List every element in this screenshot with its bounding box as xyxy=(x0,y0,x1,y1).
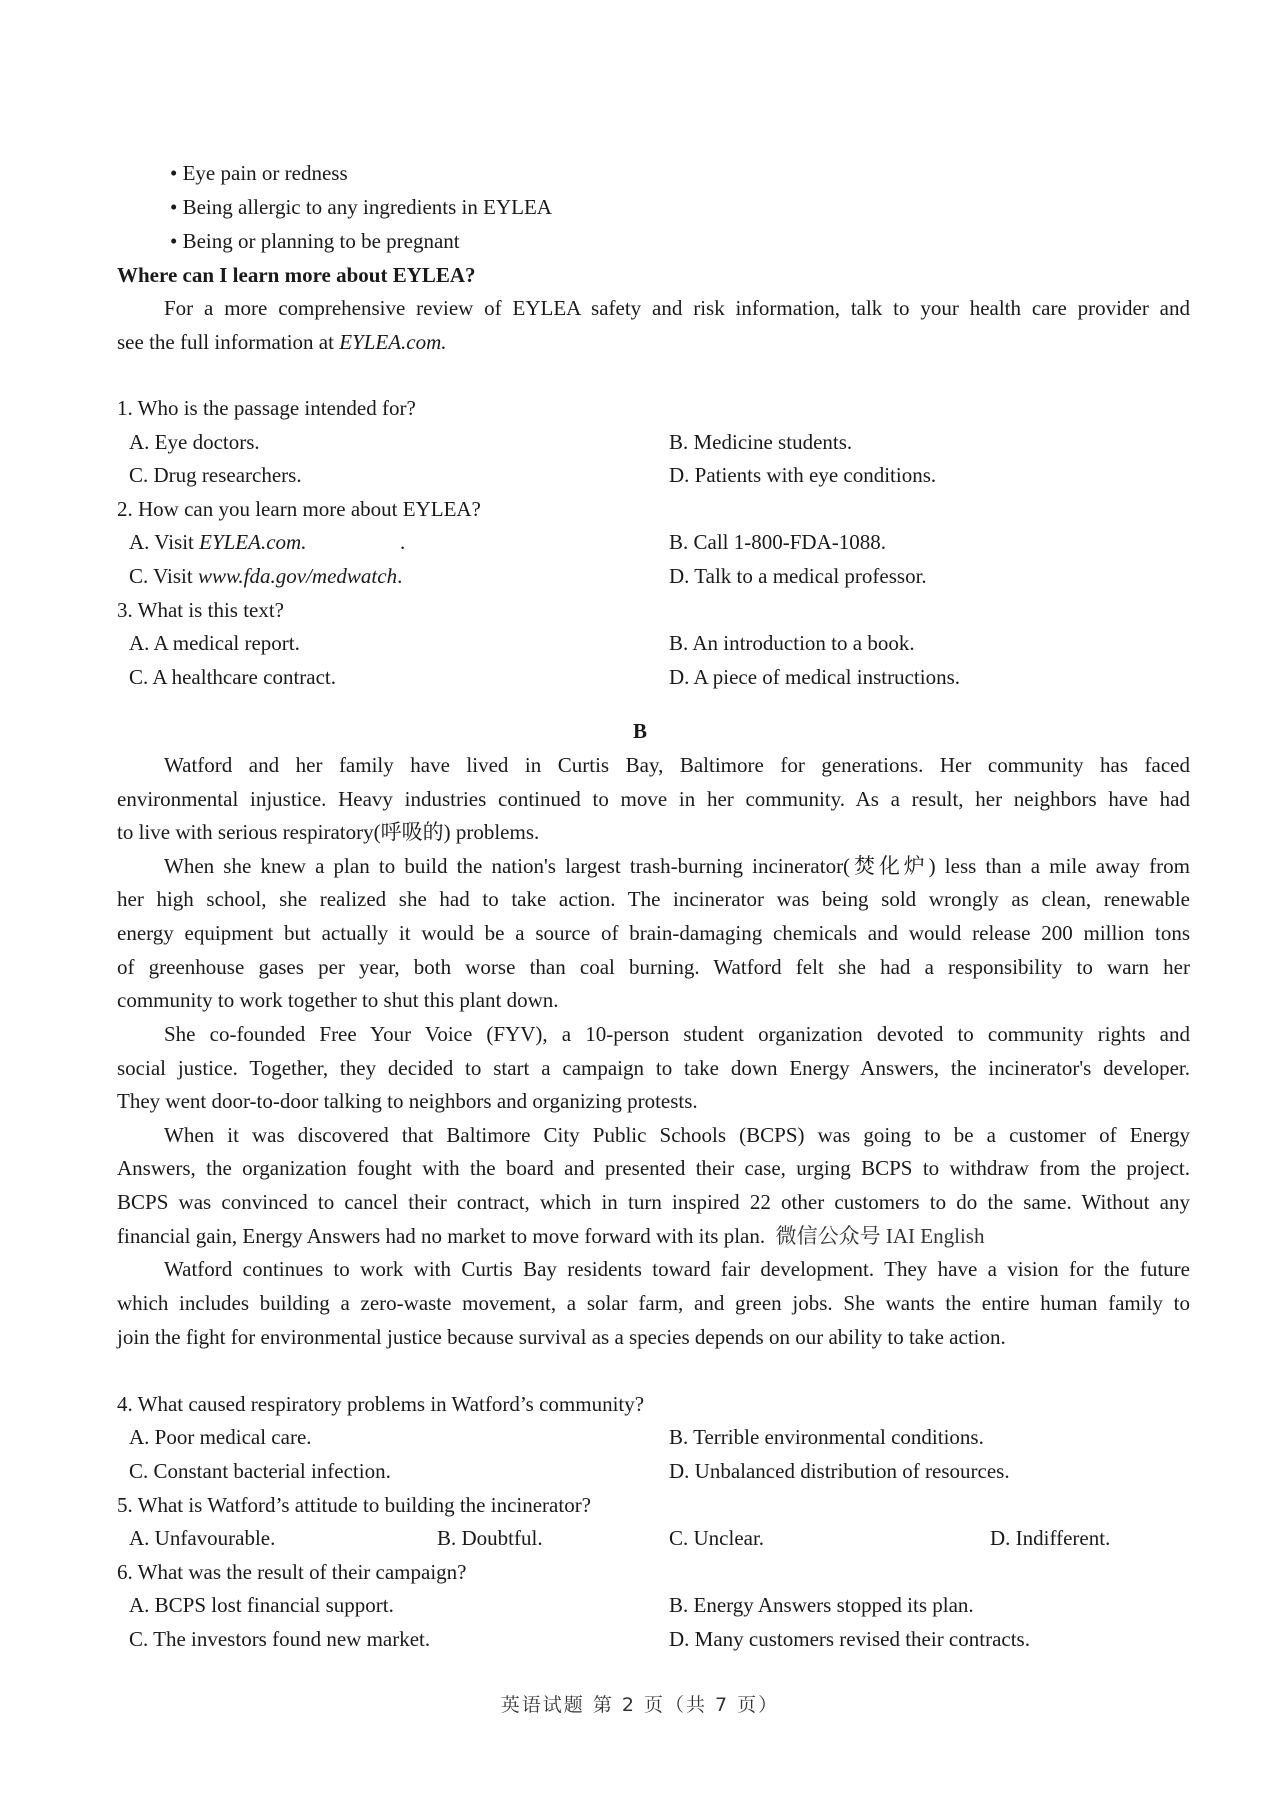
paragraph-line: Watford and her family have lived in Curtis Bay, Baltimore for generations. Her community has faced xyxy=(164,753,1190,777)
paragraph-line: Answers, the organization fought with the board and presented their case, urging BCPS to withdraw from the project. xyxy=(117,1156,1190,1180)
option-b[interactable]: B. Doubtful. xyxy=(437,1526,543,1550)
paragraph-line: to live with serious respiratory(呼吸的) problems. xyxy=(117,820,540,844)
option-c[interactable]: C. The investors found new market. xyxy=(129,1627,431,1651)
paragraph-text: see the full information at xyxy=(117,330,340,354)
paragraph-line: her high school, she realized she had to take action. The incinerator was being sold wrongly as clean, renewable xyxy=(117,887,1190,911)
bullet-item: • Eye pain or redness xyxy=(170,161,348,185)
question-stem: 5. What is Watford’s attitude to building the incinerator? xyxy=(117,1493,592,1517)
paragraph-line: She co-founded Free Your Voice (FYV), a 10-person student organization devoted to community rights and xyxy=(164,1022,1190,1046)
option-a[interactable]: A. Poor medical care. xyxy=(129,1425,312,1449)
option-c[interactable]: C. Drug researchers. xyxy=(129,463,302,487)
paragraph-line xyxy=(117,330,447,354)
question-stem: 1. Who is the passage intended for? xyxy=(117,396,416,420)
paragraph-line: environmental injustice. Heavy industries continued to move in her community. As a result, her neighbors have had xyxy=(117,787,1190,811)
option-d[interactable]: D. Patients with eye conditions. xyxy=(669,463,937,487)
option-d[interactable]: D. A piece of medical instructions. xyxy=(669,665,961,689)
option-c[interactable]: C. A healthcare contract. xyxy=(129,665,336,689)
question-stem: 2. How can you learn more about EYLEA? xyxy=(117,497,481,521)
stray-period: . xyxy=(400,530,406,554)
option-a[interactable]: A. Unfavourable. xyxy=(129,1526,276,1550)
option-a[interactable] xyxy=(129,530,306,554)
bullet-item: • Being or planning to be pregnant xyxy=(170,229,460,253)
paragraph-line xyxy=(117,1224,984,1248)
option-d[interactable]: D. Unbalanced distribution of resources. xyxy=(669,1459,1010,1483)
paragraph-line: Watford continues to work with Curtis Bay residents toward fair development. They have a vision for the future xyxy=(164,1257,1190,1281)
option-d[interactable]: D. Indifferent. xyxy=(990,1526,1111,1550)
paragraph-line: of greenhouse gases per year, both worse than coal burning. Watford felt she had a responsibility to warn her xyxy=(117,955,1190,979)
option-b[interactable]: B. Call 1-800-FDA-1088. xyxy=(669,530,886,554)
question-stem: 3. What is this text? xyxy=(117,598,285,622)
option-text: . xyxy=(397,564,403,588)
option-b[interactable]: B. Terrible environmental conditions. xyxy=(669,1425,984,1449)
section-heading: Where can I learn more about EYLEA? xyxy=(117,263,476,287)
paragraph-line: When it was discovered that Baltimore City Public Schools (BCPS) was going to be a customer of Energy xyxy=(164,1123,1190,1147)
bullet-item: • Being allergic to any ingredients in EYLEA xyxy=(170,195,552,219)
paragraph-line: community to work together to shut this plant down. xyxy=(117,988,559,1012)
option-a[interactable]: A. Eye doctors. xyxy=(129,430,260,454)
paragraph-line: join the fight for environmental justice because survival as a species depends on our ability to take action. xyxy=(117,1325,1006,1349)
option-link: EYLEA.com. xyxy=(199,530,307,554)
paragraph-line: When she knew a plan to build the nation's largest trash-burning incinerator(焚化炉) less than a mile away from xyxy=(164,854,1190,878)
option-b[interactable]: B. Medicine students. xyxy=(669,430,853,454)
option-link: www.fda.gov/medwatch xyxy=(197,564,398,588)
option-a[interactable]: A. BCPS lost financial support. xyxy=(129,1593,394,1617)
option-c[interactable]: C. Constant bacterial infection. xyxy=(129,1459,391,1483)
website-link: EYLEA.com. xyxy=(339,330,447,354)
option-b[interactable]: B. An introduction to a book. xyxy=(669,631,915,655)
option-c[interactable]: C. Unclear. xyxy=(669,1526,765,1550)
paragraph-text: financial gain, Energy Answers had no market to move forward with its plan. xyxy=(117,1224,766,1248)
option-d[interactable]: D. Talk to a medical professor. xyxy=(669,564,927,588)
question-stem: 6. What was the result of their campaign? xyxy=(117,1560,467,1584)
question-stem: 4. What caused respiratory problems in Watford’s community? xyxy=(117,1392,645,1416)
option-b[interactable]: B. Energy Answers stopped its plan. xyxy=(669,1593,974,1617)
paragraph-line: They went door-to-door talking to neighbors and organizing protests. xyxy=(117,1089,698,1113)
paragraph-line: social justice. Together, they decided to start a campaign to take down Energy Answers, the incinerator's developer. xyxy=(117,1056,1190,1080)
section-title: B xyxy=(632,719,647,743)
page-footer: 英语试题 第 2 页（共 7 页） xyxy=(500,1694,780,1716)
option-d[interactable]: D. Many customers revised their contracts. xyxy=(669,1627,1030,1651)
watermark-text: 微信公众号 IAI English xyxy=(775,1224,985,1248)
paragraph-line: which includes building a zero-waste movement, a solar farm, and green jobs. She wants the entire human family to xyxy=(117,1291,1190,1315)
option-text: C. Visit xyxy=(129,564,198,588)
paragraph-line: energy equipment but actually it would be a source of brain-damaging chemicals and would release 200 million tons xyxy=(117,921,1190,945)
paragraph-line: For a more comprehensive review of EYLEA safety and risk information, talk to your health care provider and xyxy=(164,296,1190,320)
option-text: A. Visit xyxy=(129,530,200,554)
option-a[interactable]: A. A medical report. xyxy=(129,631,300,655)
paragraph-line: BCPS was convinced to cancel their contract, which in turn inspired 22 other customers to do the same. Without any xyxy=(117,1190,1190,1214)
option-c[interactable] xyxy=(129,564,402,588)
